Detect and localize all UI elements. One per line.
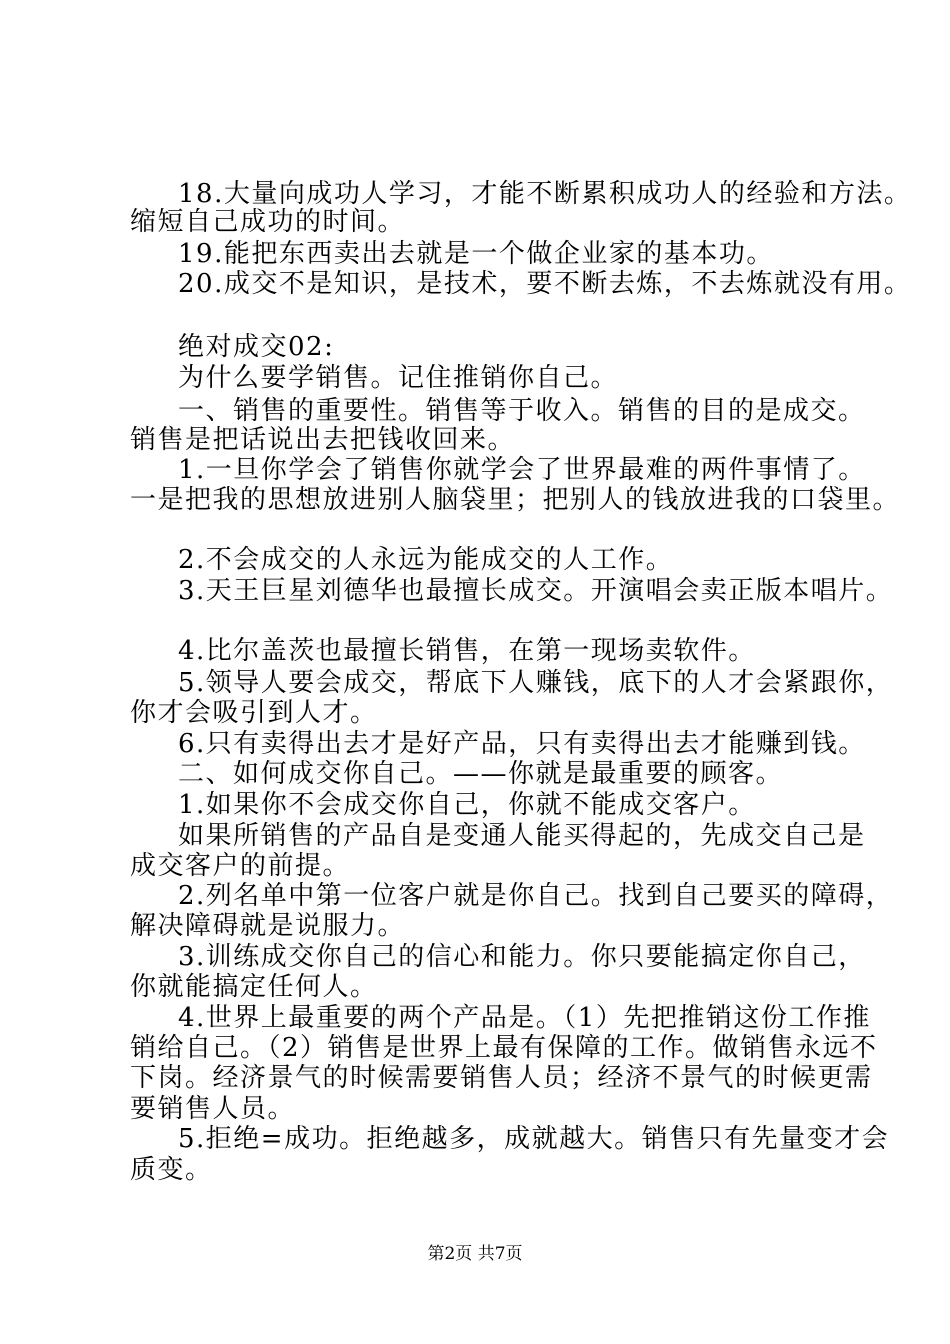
text-line: 你才会吸引到人才。: [130, 698, 378, 728]
text-line: 二、如何成交你自己。——你就是最重要的顾客。: [178, 759, 784, 789]
text-line: 6.只有卖得出去才是好产品，只有卖得出去才能赚到钱。: [178, 729, 866, 759]
text-line: 5.领导人要会成交，帮底下人赚钱，底下的人才会紧跟你，: [178, 668, 894, 698]
text-line: 2.列名单中第一位客户就是你自己。找到自己要买的障碍，: [178, 881, 894, 911]
text-line: 缩短自己成功的时间。: [130, 207, 406, 237]
text-line: 一、销售的重要性。销售等于收入。销售的目的是成交。: [178, 396, 866, 426]
text-line: 一是把我的思想放进别人脑袋里；把别人的钱放进我的口袋里。: [130, 485, 901, 515]
text-line: 5.拒绝=成功。拒绝越多，成就越大。销售只有先量变才会: [178, 1124, 890, 1154]
section-title: 绝对成交02:: [178, 332, 335, 362]
text-line: 4.世界上最重要的两个产品是。（1）先把推销这份工作推: [178, 1003, 871, 1033]
text-line: 4.比尔盖茨也最擅长销售，在第一现场卖软件。: [178, 636, 756, 666]
text-line: 成交客户的前提。: [130, 851, 351, 881]
text-line: 销给自己。（2）销售是世界上最有保障的工作。做销售永远不: [130, 1033, 878, 1063]
text-line: 18.大量向成功人学习，才能不断累积成功人的经验和方法。: [178, 179, 912, 209]
text-line: 如果所销售的产品自是变通人能买得起的，先成交自己是: [178, 821, 866, 851]
text-line: 为什么要学销售。记住推销你自己。: [178, 363, 619, 393]
text-line: 1.如果你不会成交你自己，你就不能成交客户。: [178, 790, 756, 820]
text-line: 下岗。经济景气的时候需要销售人员；经济不景气的时候更需: [130, 1063, 873, 1093]
text-line: 2.不会成交的人永远为能成交的人工作。: [178, 545, 674, 575]
text-line: 销售是把话说出去把钱收回来。: [130, 425, 516, 455]
text-line: 3.天王巨星刘德华也最擅长成交。开演唱会卖正版本唱片。: [178, 576, 894, 606]
text-line: 你就能搞定任何人。: [130, 972, 378, 1002]
text-line: 3.训练成交你自己的信心和能力。你只要能搞定你自己，: [178, 942, 866, 972]
text-line: 要销售人员。: [130, 1094, 296, 1124]
text-line: 1.一旦你学会了销售你就学会了世界最难的两件事情了。: [178, 455, 866, 485]
text-line: 19.能把东西卖出去就是一个做企业家的基本功。: [178, 239, 774, 269]
text-line: 解决障碍就是说服力。: [130, 911, 406, 941]
text-line: 20.成交不是知识，是技术，要不断去炼，不去炼就没有用。: [178, 269, 912, 299]
text-line: 质变。: [130, 1155, 213, 1185]
page-footer: 第2页 共7页: [427, 1244, 523, 1264]
